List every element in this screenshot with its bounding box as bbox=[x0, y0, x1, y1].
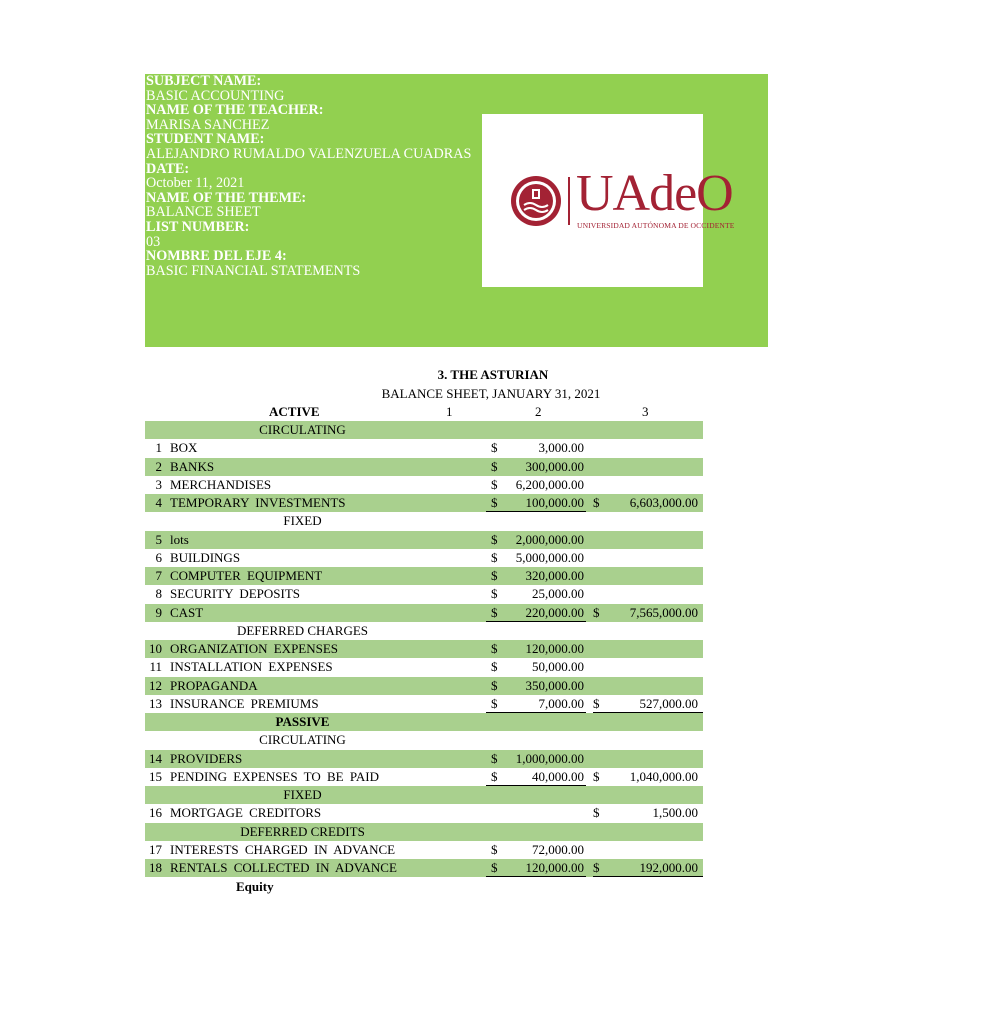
currency-sign: $ bbox=[491, 841, 498, 857]
column-header-1: 1 bbox=[446, 404, 453, 419]
header-info bbox=[146, 74, 486, 278]
header-field-label: NAME OF THE THEME: bbox=[146, 189, 307, 206]
currency-sign: $ bbox=[491, 458, 498, 474]
amount-total: 192,000.00 bbox=[639, 860, 698, 875]
table-row bbox=[145, 585, 703, 603]
header-field-value: ALEJANDRO RUMALDO VALENZUELA CUADRAS bbox=[146, 145, 472, 162]
document-title: 3. THE ASTURIAN bbox=[437, 367, 549, 382]
header-field-value: BASIC ACCOUNTING bbox=[146, 87, 285, 104]
amount-partial: 50,000.00 bbox=[532, 659, 584, 675]
section-header-row bbox=[145, 786, 703, 804]
account-name: BANKS bbox=[170, 458, 215, 474]
section-title: CIRCULATING bbox=[259, 732, 346, 748]
table-row bbox=[145, 458, 703, 476]
account-name: RENTALS COLLECTED IN ADVANCE bbox=[170, 860, 397, 875]
table-row bbox=[145, 859, 703, 877]
amount-partial: 1,000,000.00 bbox=[515, 750, 584, 766]
account-name: BUILDINGS bbox=[170, 549, 241, 565]
currency-sign: $ bbox=[491, 440, 498, 456]
section-header-row bbox=[145, 421, 703, 439]
currency-sign: $ bbox=[491, 677, 498, 693]
row-number: 8 bbox=[155, 586, 162, 602]
account-name: INTERESTS CHARGED IN ADVANCE bbox=[170, 841, 396, 857]
table-row bbox=[145, 640, 703, 658]
row-number: 17 bbox=[149, 841, 162, 857]
header-field-label: NAME OF THE TEACHER: bbox=[146, 102, 324, 119]
amount-partial: 300,000.00 bbox=[525, 458, 584, 474]
header-field-value: MARISA SANCHEZ bbox=[146, 116, 270, 133]
row-number: 12 bbox=[149, 677, 162, 693]
logo-divider bbox=[568, 177, 570, 225]
currency-sign: $ bbox=[593, 805, 600, 821]
amount-total: 527,000.00 bbox=[639, 695, 698, 711]
account-name: INSURANCE PREMIUMS bbox=[170, 695, 319, 711]
row-number: 18 bbox=[149, 860, 162, 875]
header-field-value: October 11, 2021 bbox=[146, 175, 245, 192]
currency-sign: $ bbox=[593, 695, 600, 711]
column-header-2: 2 bbox=[535, 404, 542, 419]
amount-total: 6,603,000.00 bbox=[629, 495, 698, 510]
table-row bbox=[145, 604, 703, 622]
account-name: MERCHANDISES bbox=[170, 476, 272, 492]
table-row bbox=[145, 494, 703, 512]
section-title: DEFERRED CREDITS bbox=[240, 823, 365, 839]
row-number: 5 bbox=[155, 531, 162, 547]
table-row bbox=[145, 750, 703, 768]
amount-partial: 6,200,000.00 bbox=[515, 476, 584, 492]
table-row bbox=[145, 804, 703, 822]
amount-partial: 350,000.00 bbox=[525, 677, 584, 693]
section-header-row bbox=[145, 823, 703, 841]
header-field-label: NOMBRE DEL EJE 4: bbox=[146, 248, 287, 265]
table-row bbox=[145, 658, 703, 676]
table-row bbox=[145, 768, 703, 786]
header-field-label: DATE: bbox=[146, 160, 190, 177]
amount-partial: 120,000.00 bbox=[525, 641, 584, 656]
currency-sign: $ bbox=[593, 495, 600, 510]
section-title: FIXED bbox=[283, 513, 322, 529]
currency-sign: $ bbox=[491, 586, 498, 602]
amount-total: 7,565,000.00 bbox=[629, 604, 698, 620]
amount-partial: 120,000.00 bbox=[525, 860, 584, 875]
section-header-row bbox=[145, 512, 703, 530]
header-field-value: 03 bbox=[146, 233, 161, 250]
currency-sign: $ bbox=[593, 860, 600, 875]
header-field-value: BALANCE SHEET bbox=[146, 204, 261, 221]
university-logo bbox=[482, 114, 735, 287]
amount-partial: 100,000.00 bbox=[525, 495, 584, 510]
table-row bbox=[145, 841, 703, 859]
row-number: 16 bbox=[149, 805, 162, 821]
section-title: PASSIVE bbox=[275, 714, 330, 729]
row-number: 9 bbox=[155, 604, 162, 620]
section-header-row bbox=[145, 713, 703, 731]
column-header-active: ACTIVE bbox=[269, 404, 320, 419]
currency-sign: $ bbox=[491, 531, 498, 547]
section-title: DEFERRED CHARGES bbox=[236, 622, 369, 638]
header-panel bbox=[145, 74, 768, 347]
document-subtitle: BALANCE SHEET, JANUARY 31, 2021 bbox=[381, 386, 601, 401]
table-row bbox=[145, 695, 703, 713]
section-header-row bbox=[145, 622, 703, 640]
currency-sign: $ bbox=[491, 604, 498, 620]
account-name: COMPUTER EQUIPMENT bbox=[170, 568, 323, 583]
currency-sign: $ bbox=[593, 604, 600, 620]
currency-sign: $ bbox=[491, 860, 498, 875]
logo-subtitle: UNIVERSIDAD AUTÓNOMA DE OCCIDENTE bbox=[577, 221, 735, 230]
account-name: lots bbox=[170, 531, 189, 547]
amount-partial: 2,000,000.00 bbox=[515, 531, 584, 547]
subtotal-underline bbox=[486, 876, 586, 877]
amount-partial: 320,000.00 bbox=[525, 568, 584, 583]
university-seal-icon bbox=[510, 175, 562, 227]
amount-partial: 5,000,000.00 bbox=[515, 549, 584, 565]
currency-sign: $ bbox=[491, 568, 498, 583]
header-field-label: LIST NUMBER: bbox=[146, 218, 250, 235]
amount-total: 1,500.00 bbox=[652, 805, 698, 821]
account-name: INSTALLATION EXPENSES bbox=[170, 659, 333, 675]
account-name: PROPAGANDA bbox=[170, 677, 258, 693]
account-name: SECURITY DEPOSITS bbox=[170, 586, 301, 602]
currency-sign: $ bbox=[491, 695, 498, 711]
section-header-row bbox=[145, 731, 703, 749]
currency-sign: $ bbox=[491, 768, 498, 784]
row-number: 2 bbox=[155, 458, 162, 474]
row-number: 14 bbox=[149, 750, 162, 766]
amount-partial: 3,000.00 bbox=[538, 440, 584, 456]
row-number: 13 bbox=[149, 695, 162, 711]
header-field-value: BASIC FINANCIAL STATEMENTS bbox=[146, 262, 361, 279]
balance-sheet-table bbox=[145, 421, 703, 877]
section-title: CIRCULATING bbox=[259, 422, 346, 437]
amount-partial: 25,000.00 bbox=[532, 586, 584, 602]
currency-sign: $ bbox=[491, 549, 498, 565]
account-name: BOX bbox=[170, 440, 198, 456]
header-field-label: STUDENT NAME: bbox=[146, 131, 265, 148]
column-header-row bbox=[145, 403, 703, 421]
row-number: 10 bbox=[149, 641, 162, 656]
amount-total: 1,040,000.00 bbox=[629, 768, 698, 784]
column-header-3: 3 bbox=[642, 404, 649, 419]
amount-partial: 220,000.00 bbox=[525, 604, 584, 620]
currency-sign: $ bbox=[491, 750, 498, 766]
account-name: CAST bbox=[170, 604, 204, 620]
table-row bbox=[145, 549, 703, 567]
total-underline bbox=[593, 876, 703, 877]
row-number: 4 bbox=[155, 495, 162, 510]
table-row bbox=[145, 439, 703, 457]
account-name: ORGANIZATION EXPENSES bbox=[170, 641, 339, 656]
row-number: 15 bbox=[149, 768, 162, 784]
header-field-label: SUBJECT NAME: bbox=[146, 73, 262, 89]
amount-partial: 72,000.00 bbox=[532, 841, 584, 857]
row-number: 3 bbox=[155, 476, 162, 492]
currency-sign: $ bbox=[491, 641, 498, 656]
logo-wordmark: UAdeO bbox=[576, 165, 733, 222]
table-row bbox=[145, 567, 703, 585]
account-name: PROVIDERS bbox=[170, 750, 243, 766]
account-name: TEMPORARY INVESTMENTS bbox=[170, 495, 346, 510]
row-number: 1 bbox=[155, 440, 162, 456]
amount-partial: 7,000.00 bbox=[538, 695, 584, 711]
row-number: 7 bbox=[155, 568, 162, 583]
amount-partial: 40,000.00 bbox=[532, 768, 584, 784]
section-title: FIXED bbox=[283, 787, 322, 802]
table-row bbox=[145, 677, 703, 695]
currency-sign: $ bbox=[593, 768, 600, 784]
table-row bbox=[145, 476, 703, 494]
account-name: MORTGAGE CREDITORS bbox=[170, 805, 322, 821]
currency-sign: $ bbox=[491, 476, 498, 492]
row-number: 11 bbox=[149, 659, 162, 675]
currency-sign: $ bbox=[491, 659, 498, 675]
row-number: 6 bbox=[155, 549, 162, 565]
account-name: PENDING EXPENSES TO BE PAID bbox=[170, 768, 379, 784]
table-row bbox=[145, 531, 703, 549]
currency-sign: $ bbox=[491, 495, 498, 510]
equity-label: Equity bbox=[236, 879, 274, 894]
